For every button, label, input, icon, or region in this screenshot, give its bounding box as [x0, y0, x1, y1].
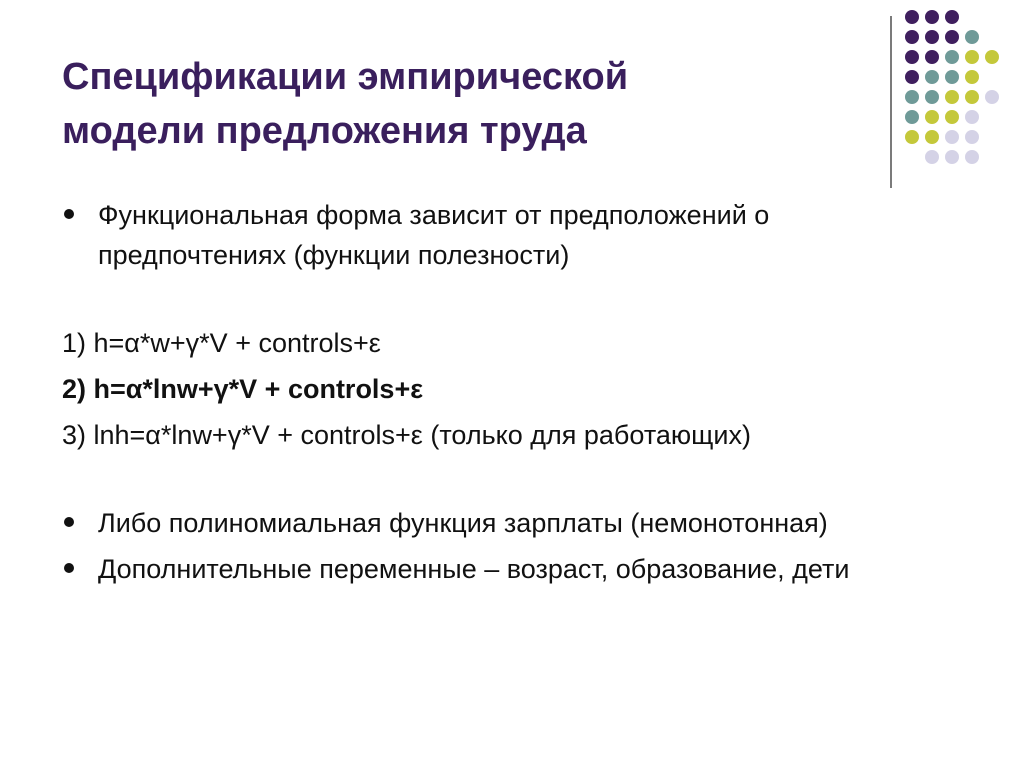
decorative-dot [905, 110, 919, 124]
decorative-dot [945, 90, 959, 104]
decorative-dot-grid-icon [905, 10, 1015, 170]
decorative-dot [945, 130, 959, 144]
decorative-dot [925, 110, 939, 124]
decorative-dot [925, 150, 939, 164]
decorative-dot [965, 30, 979, 44]
decorative-dot [905, 30, 919, 44]
bullet-text: Функциональная форма зависит от предположений о предпочтениях (функции полезности) [98, 200, 770, 270]
decorative-dot [965, 50, 979, 64]
bullet-item [62, 549, 962, 589]
decorative-dot [925, 30, 939, 44]
decorative-dot [925, 10, 939, 24]
decorative-dot [965, 90, 979, 104]
bullet-item [62, 503, 962, 543]
decorative-dot [945, 50, 959, 64]
decorative-dot [945, 70, 959, 84]
decorative-dot [905, 50, 919, 64]
divider-line [890, 16, 892, 188]
title-line-1: Спецификации эмпирической [62, 56, 629, 98]
bullet-text: Либо полиномиальная функция зарплаты (немонотонная) [98, 508, 828, 538]
decorative-dot [945, 110, 959, 124]
decorative-dot [925, 90, 939, 104]
bullet-text: Дополнительные переменные – возраст, образование, дети [98, 554, 850, 584]
decorative-dot [965, 150, 979, 164]
decorative-dot [965, 130, 979, 144]
bullet-item [62, 195, 962, 275]
decorative-dot [925, 70, 939, 84]
bullet-dot-icon [64, 209, 74, 219]
decorative-dot [985, 50, 999, 64]
bullet-dot-icon [64, 517, 74, 527]
equation-3: 3) lnh=α*lnw+γ*V + controls+ε (только для работающих) [62, 420, 751, 450]
decorative-dot [985, 90, 999, 104]
decorative-dot [925, 50, 939, 64]
slide-title [62, 50, 822, 158]
decorative-dot [905, 10, 919, 24]
decorative-dot [945, 10, 959, 24]
decorative-dot [945, 150, 959, 164]
decorative-dot [905, 130, 919, 144]
title-line-2: модели предложения труда [62, 110, 587, 152]
decorative-dot [945, 30, 959, 44]
slide-body [62, 195, 962, 589]
decorative-dot [965, 110, 979, 124]
decorative-dot [965, 70, 979, 84]
bullet-dot-icon [64, 563, 74, 573]
equation-1: 1) h=α*w+γ*V + controls+ε [62, 328, 381, 358]
equation-2: 2) h=α*lnw+γ*V + controls+ε [62, 374, 424, 404]
decorative-dot [925, 130, 939, 144]
decorative-dot [905, 90, 919, 104]
decorative-dot [905, 70, 919, 84]
